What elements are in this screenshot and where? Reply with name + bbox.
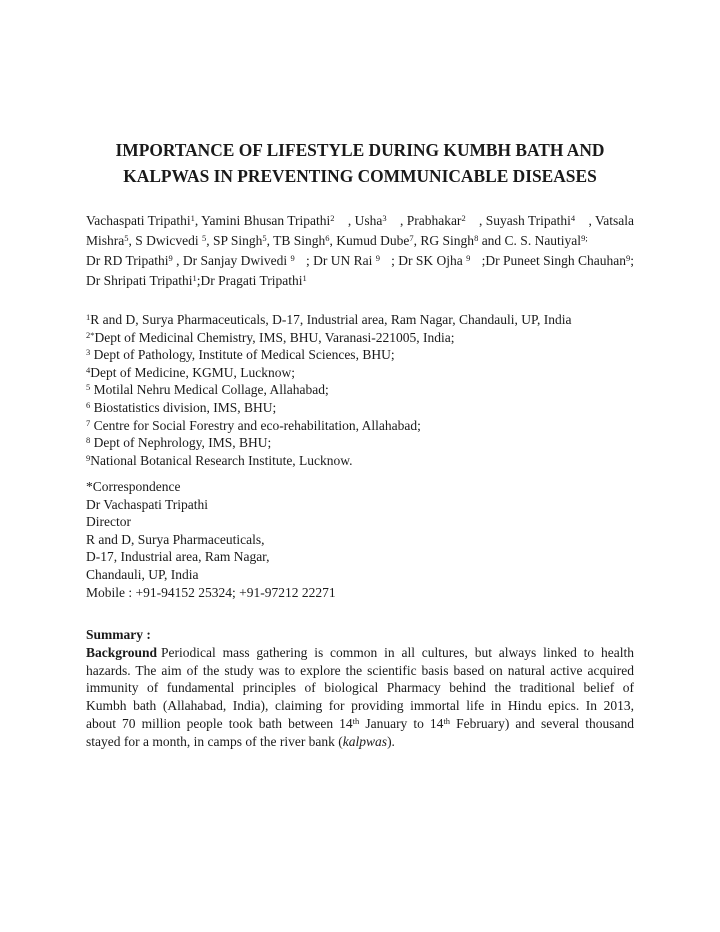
author-line-4: Dr Shripati Tripathi$^1$;Dr Pragati Tripathi$^1$ [86,273,307,288]
correspondence-city: Chandauli, UP, India [86,566,199,582]
affiliation-item: $^3$ Dept of Pathology, Institute of Medical Sciences, BHU; [86,347,395,363]
affiliation-item: $^7$ Centre for Social Forestry and eco-rehabilitation, Allahabad; [86,417,421,433]
summary-line: Background Periodical mass gathering is common in all cultures, but always linked to health [86,644,634,660]
author-segment: , Vatsala [588,213,634,228]
author-line-2: Mishra$^5$, S Dwicvedi $^5$, SP Singh$^5$, TB Singh$^6$, Kumud Dube$^7$, RG Singh$^8$ and C. S. Nautiyal$^{9;}$ [86,233,588,248]
author-segment: , Usha$^3$ [347,213,387,228]
correspondence-role: Director [86,514,131,530]
title-line-2: KALPWAS IN PREVENTING COMMUNICABLE DISEASES [123,166,597,186]
affiliation-item: $^{2*}$Dept of Medicinal Chemistry, IMS, BHU, Varanasi-221005, India; [86,329,455,345]
author-segment: ; Dr UN Rai $^9$ [305,253,380,268]
paper-title [60,137,660,189]
affiliation-list [86,311,634,469]
author-segment: , Suyash Tripathi$^4$ [479,213,576,228]
author-list [86,211,634,291]
correspondence-phone: Mobile : +91-94152 25324; +91-97212 22271 [86,584,336,600]
title-line-1: IMPORTANCE OF LIFESTYLE DURING KUMBH BATH AND [115,140,605,160]
affiliation-item: $^5$ Motilal Nehru Medical Collage, Allahabad; [86,382,329,398]
correspondence-heading: *Correspondence [86,479,181,494]
affiliation-item: $^1$R and D, Surya Pharmaceuticals, D-17, Industrial area, Ram Nagar, Chandauli, UP, India [86,312,572,327]
summary-line: immunity of fundamental principles of biological Pharmacy behind the traditional belief of [86,680,634,696]
summary-section [86,626,634,751]
summary-line: hazards. The aim of the study was to explore the scientific basis based on natural active acquired [86,662,634,678]
affiliation-item: $^9$National Botanical Research Institute, Lucknow. [86,452,353,468]
author-line-3 [86,251,634,271]
correspondence-name: Dr Vachaspati Tripathi [86,496,208,512]
correspondence-address: D-17, Industrial area, Ram Nagar, [86,549,270,565]
author-segment: Vachaspati Tripathi$^1$, Yamini Bhusan Tripathi$^2$ [86,213,335,228]
summary-line: stayed for a month, in camps of the river bank (kalpwas). [86,733,395,749]
affiliation-item: $^6$ Biostatistics division, IMS, BHU; [86,399,277,415]
author-segment: , Prabhakar$^2$ [399,213,466,228]
author-segment: ;Dr Puneet Singh Chauhan$^9$; [481,253,634,268]
affiliation-item: $^8$ Dept of Nephrology, IMS, BHU; [86,435,272,451]
affiliation-item: $^4$Dept of Medicine, KGMU, Lucknow; [86,364,295,380]
summary-line: about 70 million people took bath between 14th January to 14th February) and several thousand [86,715,635,731]
correspondence-block [86,478,634,601]
summary-line: Kumbh bath (Allahabad, India), claiming for providing immortal life in Hindu epics. In 2013, [86,698,634,714]
background-label: Background [86,644,158,660]
author-line-1 [86,211,634,231]
summary-heading: Summary : [86,627,151,642]
author-segment: Dr RD Tripathi$^9$ , Dr Sanjay Dwivedi $^9$ [86,253,295,268]
author-segment: ; Dr SK Ojha $^9$ [391,253,471,268]
correspondence-org: R and D, Surya Pharmaceuticals, [86,531,265,547]
